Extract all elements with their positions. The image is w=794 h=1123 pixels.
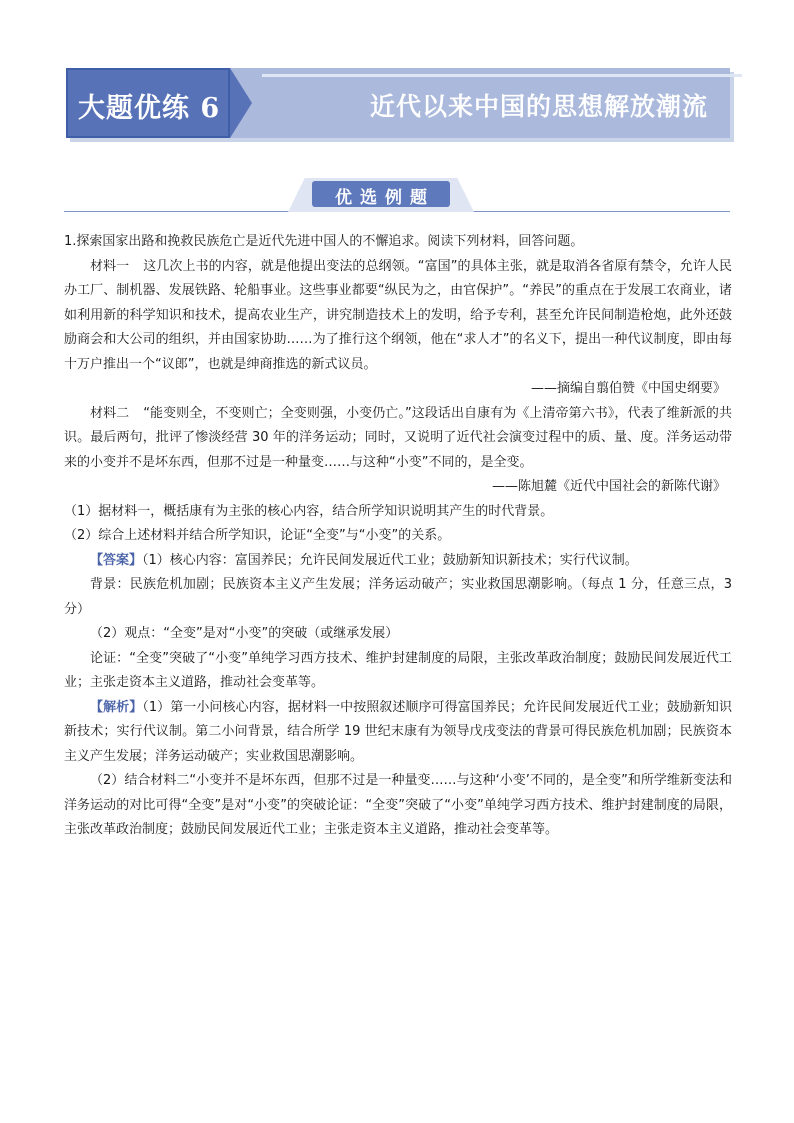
material-two-text: “能变则全，不变则亡；全变则强，小变仍亡。”这段话出自康有为《上清帝第六书》，代表了维新派的共识。最后两句，批评了惨淡经营 30 年的洋务运动；同时，又说明了近代社会演变过程中的质、量、度。洋务运动带来的小变并不是坏东西，但那不过是一种量变……与这种“小变”不同的，是全变。 xyxy=(64,405,732,470)
question-stem: 1.探索国家出路和挽救民族危亡是近代先进中国人的不懈追求。阅读下列材料，回答问题。 xyxy=(64,234,584,249)
chapter-title: 近代以来中国的思想解放潮流 xyxy=(369,92,708,121)
analysis-part1 xyxy=(64,696,732,770)
material-two-source: ——陈旭麓《近代中国社会的新陈代谢》 xyxy=(491,479,726,494)
material-one-source: ——摘编自翦伯赞《中国史纲要》 xyxy=(530,381,726,396)
chapter-banner xyxy=(66,68,732,142)
sub-question-1: （1）据材料一，概括康有为主张的核心内容，结合所学知识说明其产生的时代背景。 xyxy=(64,503,554,519)
answer-part1-core-text: （1）核心内容：富国养民；允许民间发展近代工业；鼓励新知识新技术；实行代议制。 xyxy=(142,552,638,568)
sub-question-2: （2）综合上述材料并结合所学知识，论证“全变”与“小变”的关系。 xyxy=(64,528,451,543)
banner-background xyxy=(66,68,730,138)
analysis-part2: （2）结合材料二“小变并不是坏东西，但那不过是一种量变……与这种‘小变’不同的，是全变”和所学维新变法和洋务运动的对比可得“全变”是对“小变”的突破论证：“全变”突破了“小变”单纯学习西方技术、维护封建制度的局限，主张改革政治制度；鼓励民间发展近代工业；主张走资本主义道路，推动社会变革等。 xyxy=(64,773,732,837)
section-tag xyxy=(288,178,474,212)
answer-part1-background: 背景：民族危机加剧；民族资本主义产生发展；洋务运动破产；实业救国思潮影响。（每点 1 分，任意三点，3 分） xyxy=(64,577,732,617)
answer-part2-argument: 论证：“全变”突破了“小变”单纯学习西方技术、维护封建制度的局限，主张改革政治制度；鼓励民间发展近代工业；主张走资本主义道路，推动社会变革等。 xyxy=(64,650,732,690)
analysis-tag: 【解析】 xyxy=(90,699,143,715)
answer-part2-view: （2）观点：“全变”是对“小变”的突破（或继承发展） xyxy=(90,626,399,641)
answer-part1-core xyxy=(64,549,732,574)
analysis-part1-text: （1）第一小问核心内容，据材料一中按照叙述顺序可得富国养民；允许民间发展近代工业；鼓励新知识新技术；实行代议制。第二小问背景，结合所学 19 世纪末康有为领导戊戌变法的背景可得民族危机加剧；民族资本主义产生发展；洋务运动破产；实业救国思潮影响。 xyxy=(64,699,732,764)
section-tag-box xyxy=(312,181,450,207)
material-two-label: 材料二 xyxy=(90,405,130,421)
banner-arrow xyxy=(230,68,252,138)
banner-stripe xyxy=(262,74,742,77)
banner-left-block xyxy=(66,68,230,138)
chapter-label: 大题优练 6 xyxy=(78,93,221,124)
material-two xyxy=(64,402,732,476)
answer-tag: 【答案】 xyxy=(90,552,143,568)
material-one-label: 材料一 xyxy=(90,258,130,274)
material-one-text: 这几次上书的内容，就是他提出变法的总纲领。“富国”的具体主张，就是取消各省原有禁令，允许人民办工厂、制机器、发展铁路、轮船事业。这些事业都要“纵民为之，由官保护”。“养民”的重点在于发展工农商业，诸如利用新的科学知识和技术，提高农业生产，讲究制造技术上的发明，给予专利，甚至允许民间制造枪炮，此外还鼓励商会和大公司的组织，并由国家协助……为了推行这个纲领，他在“求人才”的名义下，提出一种代议制度，即由每十万户推出一个“议郎”，也就是绅商推选的新式议员。 xyxy=(64,258,732,372)
question-content xyxy=(64,230,732,843)
section-title: 优选例题 xyxy=(335,188,435,208)
material-one xyxy=(64,255,732,378)
